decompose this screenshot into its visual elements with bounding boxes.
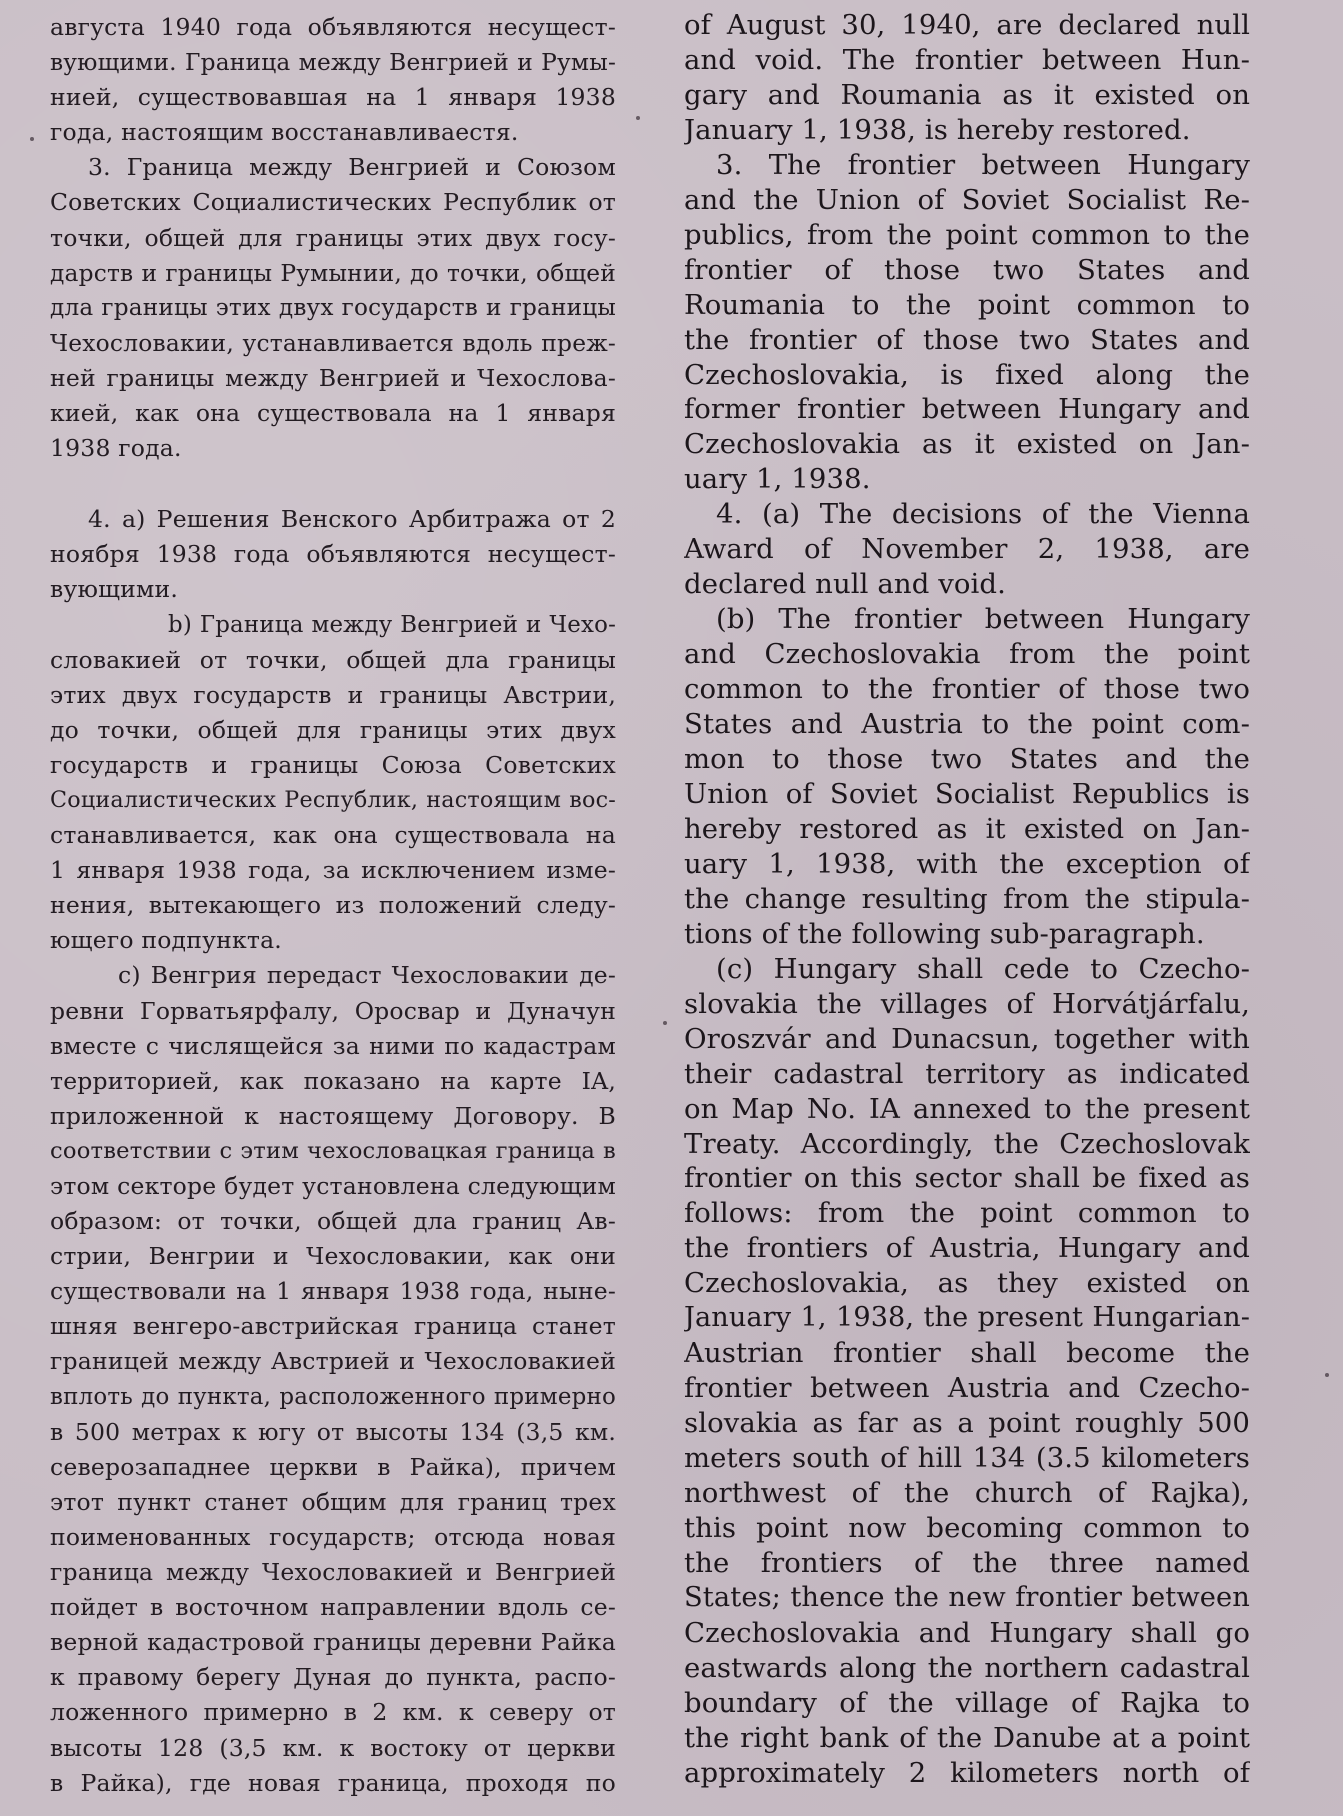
- en-line: eastwards along the northern cadastral: [684, 1651, 1250, 1684]
- ru-line: нией, существовавшая на 1 января 1938: [50, 83, 616, 112]
- ru-line: 3. Граница между Венгрией и Союзом: [88, 153, 616, 182]
- ru-line: кией, как она существовала на 1 января: [50, 399, 616, 428]
- ru-line: образом: от точки, общей дла границ Ав-: [50, 1207, 616, 1236]
- en-line: this point now becoming common to: [684, 1511, 1250, 1544]
- ru-spacer: [50, 466, 616, 502]
- en-line: of August 30, 1940, are declared null: [684, 9, 1250, 41]
- ru-line: ноября 1938 года объявляются несущест-: [50, 540, 616, 569]
- ru-line: дарств и границы Румынии, до точки, общей: [50, 259, 616, 287]
- ru-line: ней границы между Венгрией и Чехослова-: [50, 363, 616, 392]
- ru-line: ложенного примерно в 2 км. к северу от: [50, 1698, 616, 1727]
- en-line: and the Union of Soviet Socialist Re-: [684, 183, 1250, 216]
- ru-line: вплоть до пункта, расположенного примерно: [50, 1383, 616, 1410]
- en-line: States and Austria to the point com-: [684, 708, 1250, 741]
- ru-line: северозападнее церкви в Райка), причем: [50, 1452, 616, 1481]
- ru-line: ющего подпункта.: [50, 926, 282, 955]
- ru-line: этот пункт станет общим для границ трех: [50, 1487, 616, 1516]
- en-line: slovakia as far as a point roughly 500: [684, 1407, 1250, 1440]
- en-line: frontier between Austria and Czecho-: [684, 1372, 1250, 1405]
- en-line: slovakia the villages of Horvátjárfalu,: [684, 987, 1250, 1020]
- en-line: (c) Hungary shall cede to Czecho-: [716, 952, 1250, 985]
- en-paragraph-1: [684, 8, 1250, 148]
- en-line: the right bank of the Danube at a point: [684, 1721, 1250, 1754]
- ru-line: 1 января 1938 года, за исключением изме-: [50, 856, 616, 885]
- en-paragraph-article-4b: [684, 602, 1250, 952]
- ru-line: 1938 года.: [50, 434, 182, 463]
- ru-line: поименованных государств; отсюда новая: [50, 1522, 616, 1551]
- ru-line: этом секторе будет установлена следующим: [50, 1172, 616, 1200]
- ru-line: соответствии с этим чехословацкая граница в: [50, 1137, 616, 1164]
- en-line: the frontiers of the three named: [684, 1546, 1250, 1579]
- en-line: Czechoslovakia, is fixed along the: [684, 358, 1250, 391]
- en-line: mon to those two States and the: [684, 743, 1250, 776]
- ru-line: в 500 метрах к югу от высоты 134 (3,5 км.: [50, 1417, 616, 1446]
- ru-line: существовали на 1 января 1938 года, ныне-: [50, 1277, 616, 1306]
- en-paragraph-article-4c: [684, 952, 1250, 1791]
- ru-paragraph-article-4c: [50, 958, 616, 1800]
- en-line: States; thence the new frontier between: [684, 1581, 1250, 1613]
- ru-line: нения, вытекающего из положений следу-: [50, 891, 616, 920]
- ru-line: территорией, как показано на карте IA,: [50, 1066, 616, 1095]
- en-line: hereby restored as it existed on Jan-: [684, 812, 1250, 845]
- en-line: and void. The frontier between Hun-: [684, 43, 1250, 76]
- en-line: their cadastral territory as indicated: [684, 1057, 1250, 1090]
- en-line: frontier on this sector shall be fixed as: [684, 1162, 1250, 1195]
- en-line: frontier of those two States and: [684, 253, 1250, 286]
- ru-line: до точки, общей для границы этих двух: [50, 715, 616, 744]
- en-line: and Czechoslovakia from the point: [684, 638, 1250, 671]
- ru-line: верной кадастровой границы деревни Райка: [50, 1628, 616, 1657]
- en-line: Czechoslovakia and Hungary shall go: [684, 1616, 1250, 1649]
- scan-speck: [30, 137, 34, 141]
- en-line: tions of the following sub-paragraph.: [684, 917, 1205, 950]
- ru-line: в Райка), где новая граница, проходя по: [50, 1768, 616, 1797]
- scan-speck: [1325, 1373, 1329, 1377]
- en-line: gary and Roumania as it existed on: [684, 78, 1250, 111]
- scan-speck: [636, 116, 640, 120]
- en-paragraph-article-3: [684, 148, 1250, 498]
- ru-line: станавливается, как она существовала на: [50, 821, 616, 850]
- ru-paragraph-article-4b: [50, 608, 616, 959]
- en-line: Austrian frontier shall become the: [684, 1337, 1250, 1370]
- en-line: Treaty. Accordingly, the Czechoslovak: [684, 1127, 1250, 1160]
- en-line: common to the frontier of those two: [684, 673, 1250, 706]
- ru-line: точки, общей для границы этих двух госу-: [50, 223, 616, 252]
- en-line: approximately 2 kilometers north of: [684, 1756, 1250, 1789]
- ru-paragraph-article-4a: [50, 502, 616, 607]
- en-line: Union of Soviet Socialist Republics is: [684, 777, 1250, 810]
- ru-line: дла границы этих двух государств и границы: [50, 294, 616, 321]
- ru-line: Советских Социалистических Республик от: [50, 188, 616, 217]
- ru-line: граница между Чехословакией и Венгрией: [50, 1558, 616, 1587]
- ru-line: ревни Горватьярфалу, Оросвар и Дуначун: [50, 996, 616, 1025]
- ru-line: этих двух государств и границы Австрии,: [50, 680, 616, 709]
- en-line: 3. The frontier between Hungary: [716, 148, 1250, 181]
- english-text-column: [684, 8, 1250, 1791]
- en-line: January 1, 1938, is hereby restored.: [684, 113, 1191, 146]
- ru-line: Чехословакии, устанавливается вдоль преж-: [50, 328, 616, 357]
- ru-line: 4. а) Решения Венского Арбитража от 2: [88, 505, 616, 534]
- russian-text-column: [50, 10, 616, 1801]
- en-line: uary 1, 1938, with the exception of: [684, 847, 1250, 880]
- en-line: uary 1, 1938.: [684, 463, 871, 496]
- en-line: 4. (a) The decisions of the Vienna: [716, 498, 1250, 531]
- ru-line: стрии, Венгрии и Чехословакии, как они: [50, 1242, 616, 1271]
- ru-line: года, настоящим восстанавливаестя.: [50, 118, 519, 147]
- en-line: publics, from the point common to the: [684, 218, 1250, 251]
- en-line: boundary of the village of Rajka to: [684, 1686, 1250, 1719]
- en-line: Oroszvár and Dunacsun, together with: [684, 1022, 1250, 1055]
- ru-line: вместе с числящейся за ними по кадастрам: [50, 1031, 616, 1060]
- en-line: Award of November 2, 1938, are: [684, 533, 1250, 566]
- ru-line: высоты 128 (3,5 км. к востоку от церкви: [50, 1733, 616, 1762]
- en-line: the frontier of those two States and: [684, 323, 1250, 356]
- en-line: (b) The frontier between Hungary: [716, 603, 1250, 636]
- en-line: the frontiers of Austria, Hungary and: [684, 1232, 1250, 1265]
- ru-line: b) Граница между Венгрией и Чехо-: [168, 611, 616, 638]
- en-line: on Map No. IA annexed to the present: [684, 1092, 1250, 1125]
- ru-line: пойдет в восточном направлении вдоль се-: [50, 1593, 616, 1622]
- en-line: January 1, 1938, the present Hungarian-: [684, 1302, 1250, 1334]
- en-line: declared null and void.: [684, 568, 1006, 601]
- en-line: Roumania to the point common to: [684, 288, 1250, 321]
- ru-line: Социалистических Республик, настоящим вос-: [50, 786, 616, 813]
- ru-line: к правому берегу Дуная до пункта, распо-: [50, 1663, 616, 1692]
- en-line: meters south of hill 134 (3.5 kilometers: [684, 1442, 1250, 1475]
- ru-line: шняя венгеро-австрийская граница станет: [50, 1312, 616, 1341]
- en-line: the change resulting from the stipula-: [684, 882, 1250, 915]
- en-line: Czechoslovakia, as they existed on: [684, 1267, 1250, 1300]
- ru-line: приложенной к настоящему Договору. В: [50, 1101, 616, 1130]
- scan-speck: [663, 1021, 667, 1025]
- ru-line: границей между Австрией и Чехословакией: [50, 1347, 616, 1376]
- ru-paragraph-article-3: [50, 150, 616, 466]
- en-line: Czechoslovakia as it existed on Jan-: [684, 428, 1250, 461]
- ru-paragraph-1: [50, 10, 616, 150]
- ru-line: вующими. Граница между Венгрией и Румы-: [50, 49, 616, 77]
- en-paragraph-article-4a: [684, 497, 1250, 602]
- ru-line: словакией от точки, общей дла границы: [50, 645, 616, 674]
- en-line: former frontier between Hungary and: [684, 393, 1250, 426]
- ru-line: государств и границы Союза Советских: [50, 750, 616, 779]
- ru-line: с) Венгрия передаст Чехословакии де-: [118, 961, 616, 990]
- ru-line: августа 1940 года объявляются несущест-: [50, 13, 616, 41]
- en-line: northwest of the church of Rajka),: [684, 1477, 1250, 1510]
- ru-line: вующими.: [50, 575, 179, 604]
- en-line: follows: from the point common to: [684, 1197, 1250, 1230]
